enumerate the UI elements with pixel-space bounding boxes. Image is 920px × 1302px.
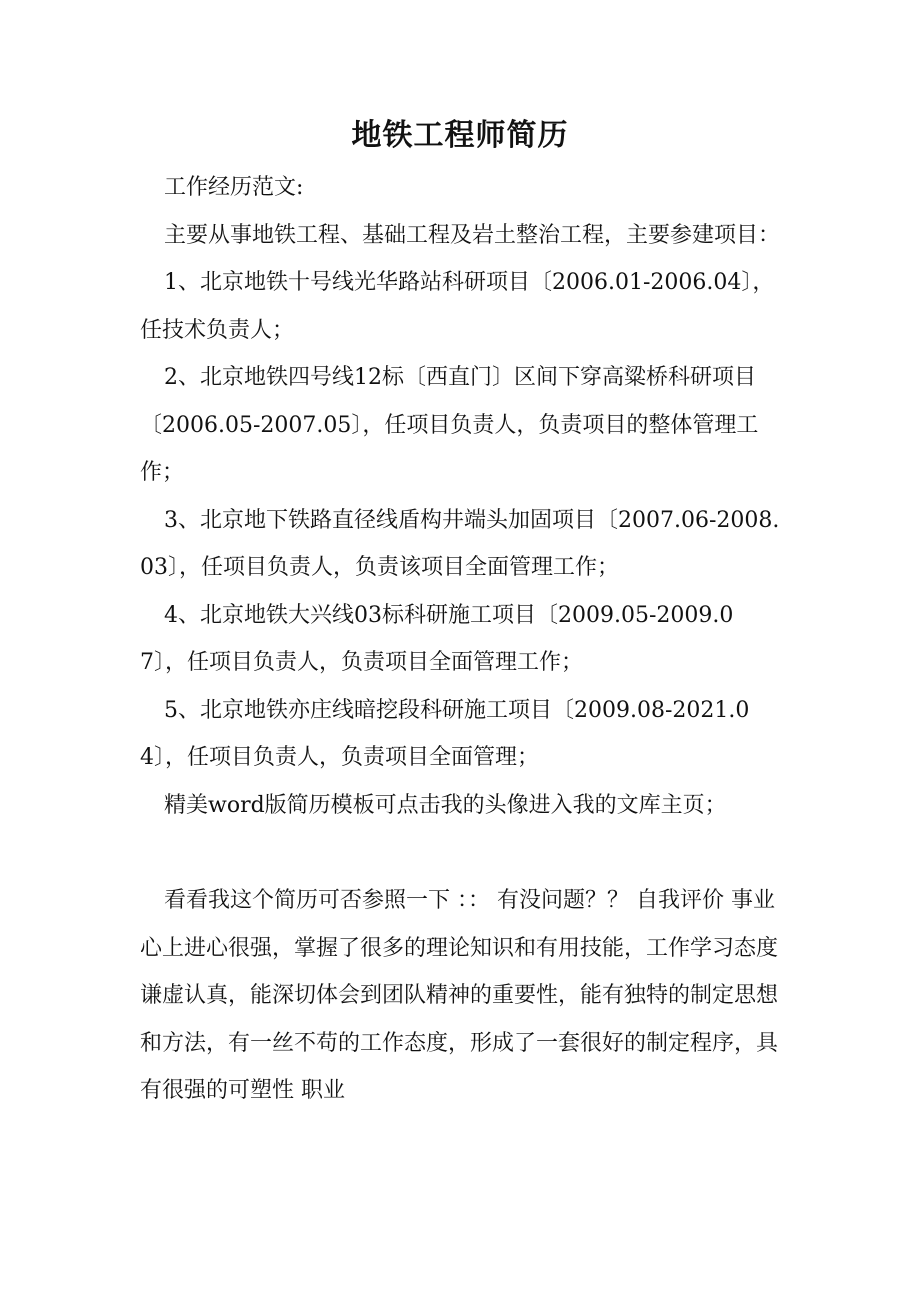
document-body: [140, 164, 780, 1115]
paragraph-intro-heading: 工作经历范文:: [164, 175, 304, 200]
paragraph-project-1: 1、北京地铁十号线光华路站科研项目〔2006.01-2006.04〕，任技术负责人；: [140, 270, 775, 343]
paragraph-spacer: [140, 829, 780, 877]
document-title: 地铁工程师简历: [351, 118, 569, 153]
paragraph-project-5: 5、北京地铁亦庄线暗挖段科研施工项目〔2009.08-2021.04〕，任项目负责人，负责项目全面管理；: [140, 697, 750, 770]
paragraph-project-3: 3、北京地下铁路直径线盾构井端头加固项目〔2007.06-2008.03〕，任项目负责人，负责该项目全面管理工作；: [140, 507, 780, 580]
paragraph-summary: 主要从事地铁工程、基础工程及岩土整治工程，主要参建项目：: [164, 222, 781, 248]
paragraph-template-note: 精美word版简历模板可点击我的头像进入我的文库主页；: [164, 792, 727, 818]
paragraph-self-evaluation: 看看我这个简历可否参照一下 ：： 有没问题？？ 自我评价 事业心上进心很强，掌握了很多的理论知识和有用技能，工作学习态度谦虚认真，能深切体会到团队精神的重要性，能有独特的制定思想和方法，有一丝不苟的工作态度，形成了一套很好的制定程序，具有很强的可塑性 职业: [140, 888, 779, 1103]
paragraph-project-4: 4、北京地铁大兴线03标科研施工项目〔2009.05-2009.07〕，任项目负责人，负责项目全面管理工作；: [140, 602, 734, 675]
paragraph-project-2: 2、北京地铁四号线12标〔西直门〕区间下穿高粱桥科研项目〔2006.05-2007.05〕，任项目负责人，负责项目的整体管理工作；: [140, 365, 759, 485]
